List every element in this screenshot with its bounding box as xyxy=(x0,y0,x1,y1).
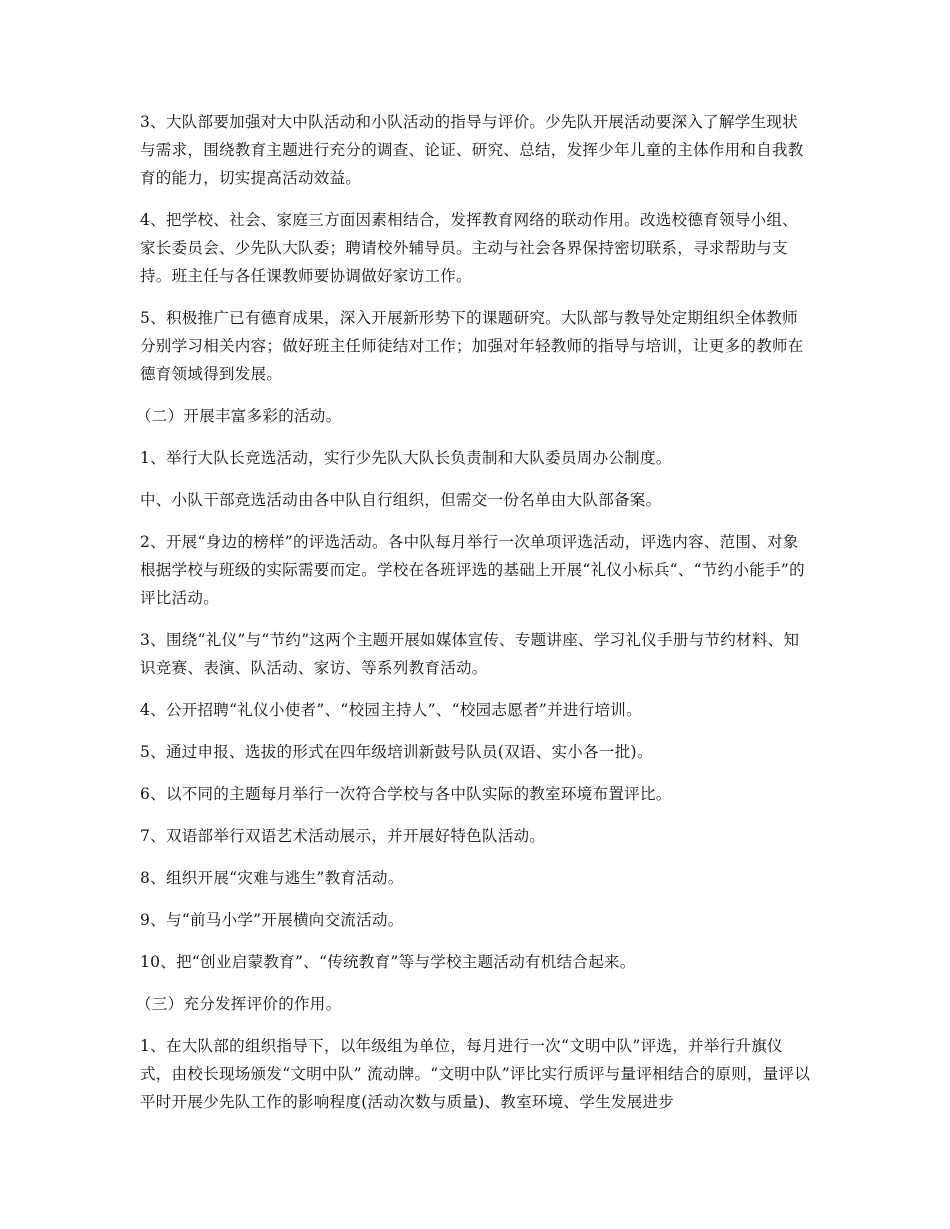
activity-item-3: 3、围绕“礼仪”与“节约”这两个主题开展如媒体宣传、专题讲座、学习礼仪手册与节约材料、知识竞赛、表演、队活动、家访、等系列教育活动。 xyxy=(140,631,800,677)
section-heading-2: （二）开展丰富多彩的活动。 xyxy=(136,407,342,425)
paragraph-item-4: 4、把学校、社会、家庭三方面因素相结合，发挥教育网络的联动作用。改选校德育领导小组、家长委员会、少先队大队委；聘请校外辅导员。主动与社会各界保持密切联系，寻求帮助与支持。班主任与各任课教师要协调做好家访工作。 xyxy=(140,211,798,285)
activity-item-4: 4、公开招聘“礼仪小使者”、“校园主持人”、“校园志愿者”并进行培训。 xyxy=(140,701,642,719)
document-body xyxy=(136,108,812,1130)
activity-item-1: 1、举行大队长竞选活动，实行少先队大队长负责制和大队委员周办公制度。 xyxy=(140,449,672,467)
evaluation-item-1: 1、在大队部的组织指导下，以年级组为单位，每月进行一次“文明中队”评选，并举行升旗仪式，由校长现场颁发“文明中队” 流动牌。“文明中队”评比实行质评与量评相结合的原则，量评以平时开展少先队工作的影响程度(活动次数与质量)、教室环境、学生发展进步 xyxy=(140,1037,811,1111)
activity-item-7: 7、双语部举行双语艺术活动展示，并开展好特色队活动。 xyxy=(140,827,546,845)
activity-item-1-note: 中、小队干部竞选活动由各中队自行组织，但需交一份名单由大队部备案。 xyxy=(140,491,662,509)
activity-item-5: 5、通过申报、选拔的形式在四年级培训新鼓号队员(双语、实小各一批)。 xyxy=(140,743,653,761)
activity-item-9: 9、与“前马小学”开展横向交流活动。 xyxy=(140,911,404,929)
paragraph-item-5: 5、积极推广已有德育成果，深入开展新形势下的课题研究。大队部与教导处定期组织全体教师分别学习相关内容；做好班主任师徒结对工作；加强对年轻教师的指导与培训，让更多的教师在德育领域得到发展。 xyxy=(140,309,804,383)
activity-item-6: 6、以不同的主题每月举行一次符合学校与各中队实际的教室环境布置评比。 xyxy=(140,785,672,803)
activity-item-10: 10、把“创业启蒙教育”、“传统教育”等与学校主题活动有机结合起来。 xyxy=(140,953,636,971)
activity-item-8: 8、组织开展“灾难与逃生”教育活动。 xyxy=(140,869,404,887)
activity-item-2: 2、开展“身边的榜样”的评选活动。各中队每月举行一次单项评选活动，评选内容、范围、对象根据学校与班级的实际需要而定。学校在各班评选的基础上开展“礼仪小标兵“、“节约小能手”的评比活动。 xyxy=(140,533,805,607)
section-heading-3: （三）充分发挥评价的作用。 xyxy=(136,995,342,1013)
paragraph-item-3: 3、大队部要加强对大中队活动和小队活动的指导与评价。少先队开展活动要深入了解学生现状与需求，围绕教育主题进行充分的调查、论证、研究、总结，发挥少年儿童的主体作用和自我教育的能力，切实提高活动效益。 xyxy=(140,113,804,187)
